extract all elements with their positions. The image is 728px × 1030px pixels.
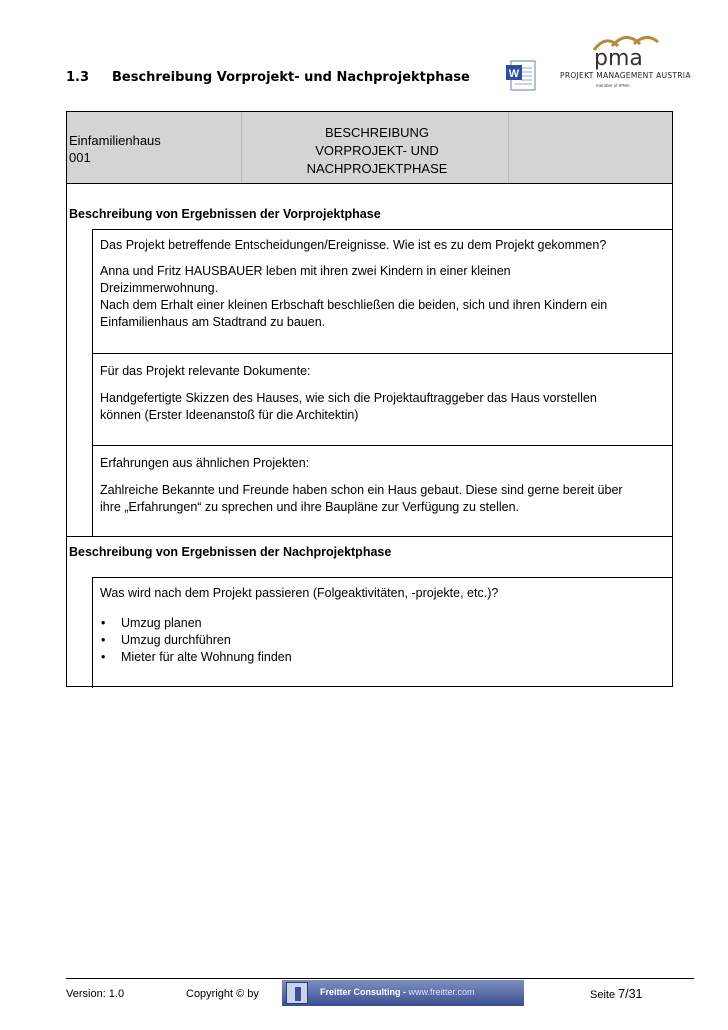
decisions-text: Einfamilienhaus am Stadtrand zu bauen. xyxy=(100,315,326,329)
header-divider xyxy=(241,112,242,183)
company-banner[interactable] xyxy=(282,980,524,1006)
footer-version: Version: 1.0 xyxy=(66,988,125,1000)
nachprojekt-title: Beschreibung von Ergebnissen der Nachprojektphase xyxy=(69,545,392,559)
documents-label: Für das Projekt relevante Dokumente: xyxy=(100,364,311,378)
decisions-label: Das Projekt betreffende Entscheidungen/Ereignisse. Wie ist es zu dem Projekt gekommen? xyxy=(100,238,607,252)
decisions-text: Nach dem Erhalt einer kleinen Erbschaft beschließen die beiden, sich und ihren Kindern ein xyxy=(100,298,608,312)
pma-name: pma xyxy=(594,46,643,71)
section-divider xyxy=(67,536,672,537)
followup-label: Was wird nach dem Projekt passieren (Folgeaktivitäten, -projekte, etc.)? xyxy=(100,586,499,600)
documents-text: können (Erster Ideenanstoß für die Architektin) xyxy=(100,408,359,422)
word-document-icon xyxy=(505,60,539,92)
decisions-box xyxy=(92,229,672,353)
pma-logo xyxy=(556,28,691,92)
form-title-line: BESCHREIBUNG xyxy=(324,125,430,140)
list-item: • Umzug durchführen xyxy=(93,632,672,649)
experience-text: ihre „Erfahrungen“ zu sprechen und ihre Baupläne zur Verfügung zu stellen. xyxy=(100,500,520,514)
header-divider xyxy=(508,112,509,183)
project-number: 001 xyxy=(69,150,91,165)
project-name: Einfamilienhaus xyxy=(69,133,161,148)
page-number: 7/31 xyxy=(618,987,643,1001)
form-title-line: NACHPROJEKTPHASE xyxy=(306,161,448,176)
decisions-text: Dreizimmerwohnung. xyxy=(100,281,219,295)
project-form xyxy=(66,111,673,687)
banner-text xyxy=(320,987,475,997)
company-url[interactable]: www.freitter.com xyxy=(408,987,475,997)
project-identifier xyxy=(69,132,161,166)
list-item: • Mieter für alte Wohnung finden xyxy=(93,649,672,666)
section-number: 1.3 xyxy=(66,70,90,85)
experience-box xyxy=(92,445,672,536)
section-heading xyxy=(66,70,470,85)
followup-list xyxy=(93,602,672,666)
company-logo-icon xyxy=(286,982,308,1004)
svg-text:W: W xyxy=(508,68,520,80)
page-indicator xyxy=(590,987,642,1001)
documents-box xyxy=(92,353,672,445)
page-label: Seite xyxy=(590,989,616,1001)
followup-box xyxy=(92,577,672,688)
pma-subtitle: PROJEKT MANAGEMENT AUSTRIA xyxy=(560,71,691,80)
footer-divider xyxy=(66,978,694,979)
form-header xyxy=(67,112,672,184)
form-title xyxy=(287,124,467,178)
footer-copyright: Copyright © by xyxy=(186,988,259,1000)
company-name: Freitter Consulting xyxy=(320,987,401,997)
list-item: • Umzug planen xyxy=(93,615,672,632)
experience-text: Zahlreiche Bekannte und Freunde haben schon ein Haus gebaut. Diese sind gerne bereit über xyxy=(100,483,623,497)
pma-member: member of IPMA xyxy=(596,83,630,88)
documents-text: Handgefertigte Skizzen des Hauses, wie sich die Projektauftraggeber das Haus vorstellen xyxy=(100,391,597,405)
form-title-line: VORPROJEKT- UND xyxy=(315,143,439,158)
section-title: Beschreibung Vorprojekt- und Nachprojektphase xyxy=(112,70,470,85)
decisions-text: Anna und Fritz HAUSBAUER leben mit ihren zwei Kindern in einer kleinen xyxy=(100,264,511,278)
experience-label: Erfahrungen aus ähnlichen Projekten: xyxy=(100,456,310,470)
banner-separator: - xyxy=(403,987,407,997)
vorprojekt-title: Beschreibung von Ergebnissen der Vorprojektphase xyxy=(69,207,381,221)
